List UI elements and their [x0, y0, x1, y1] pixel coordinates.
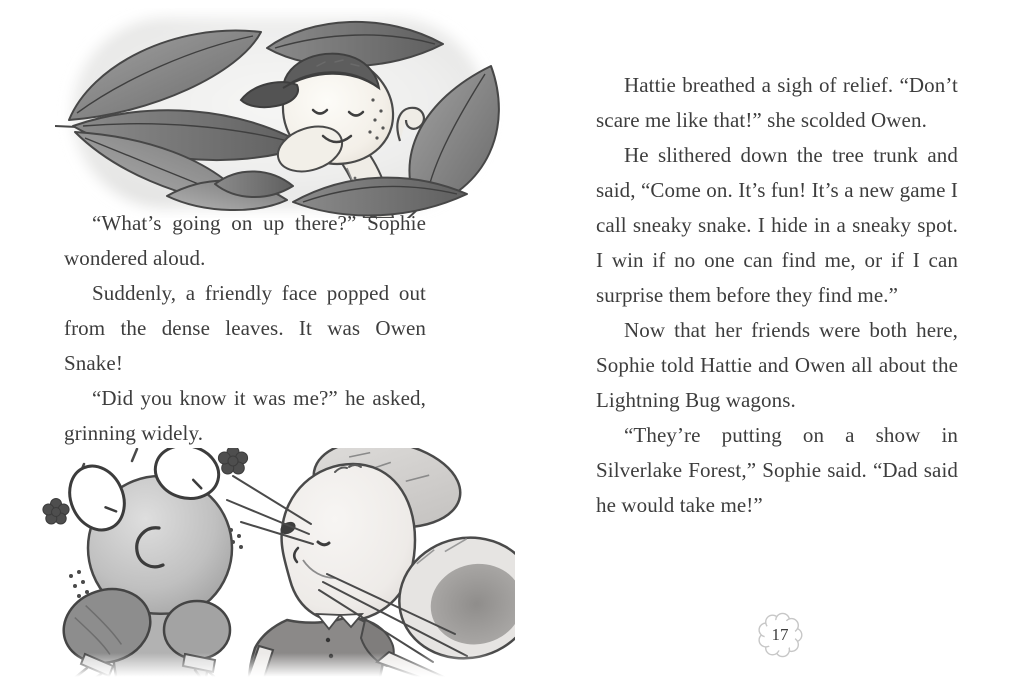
- paragraph: “Did you know it was me?” he asked, grinning widely.: [64, 386, 426, 445]
- paragraph: “What’s going on up there?” Sophie wondered aloud.: [64, 211, 426, 270]
- paragraph: Suddenly, a friendly face popped out from the dense leaves. It was Owen Snake!: [64, 281, 426, 375]
- paragraph: Hattie breathed a sigh of relief. “Don’t scare me like that!” she scolded Owen.: [596, 73, 958, 132]
- flower-on-glasses-left: [43, 499, 69, 525]
- bottom-fade: [35, 653, 515, 681]
- frog-and-mouse-illustration: [35, 448, 515, 681]
- paragraph: He slithered down the tree trunk and said, “Come on. It’s fun! It’s a new game I call sneaky snake. I hide in a sneaky spot. I win if no one can find me, or if I can surprise them before they find me.”: [596, 143, 958, 307]
- frog-right-sleeve: [164, 601, 230, 659]
- page-number: 17: [771, 625, 789, 644]
- mouse-head: [282, 464, 415, 622]
- page-number-badge: [757, 612, 803, 658]
- left-page-text: [64, 206, 426, 451]
- paragraph: Now that her friends were both here, Sophie told Hattie and Owen all about the Lightning Bug wagons.: [596, 318, 958, 412]
- mouse-character: [227, 448, 515, 681]
- snake-in-leaves-illustration: [55, 8, 505, 218]
- right-page-text: [596, 68, 958, 523]
- frog-character: [43, 448, 248, 681]
- paragraph: “They’re putting on a show in Silverlake Forest,” Sophie said. “Dad said he would take me!”: [596, 423, 958, 517]
- right-book-page: [512, 0, 1024, 681]
- flower-on-glasses-right: [218, 448, 247, 474]
